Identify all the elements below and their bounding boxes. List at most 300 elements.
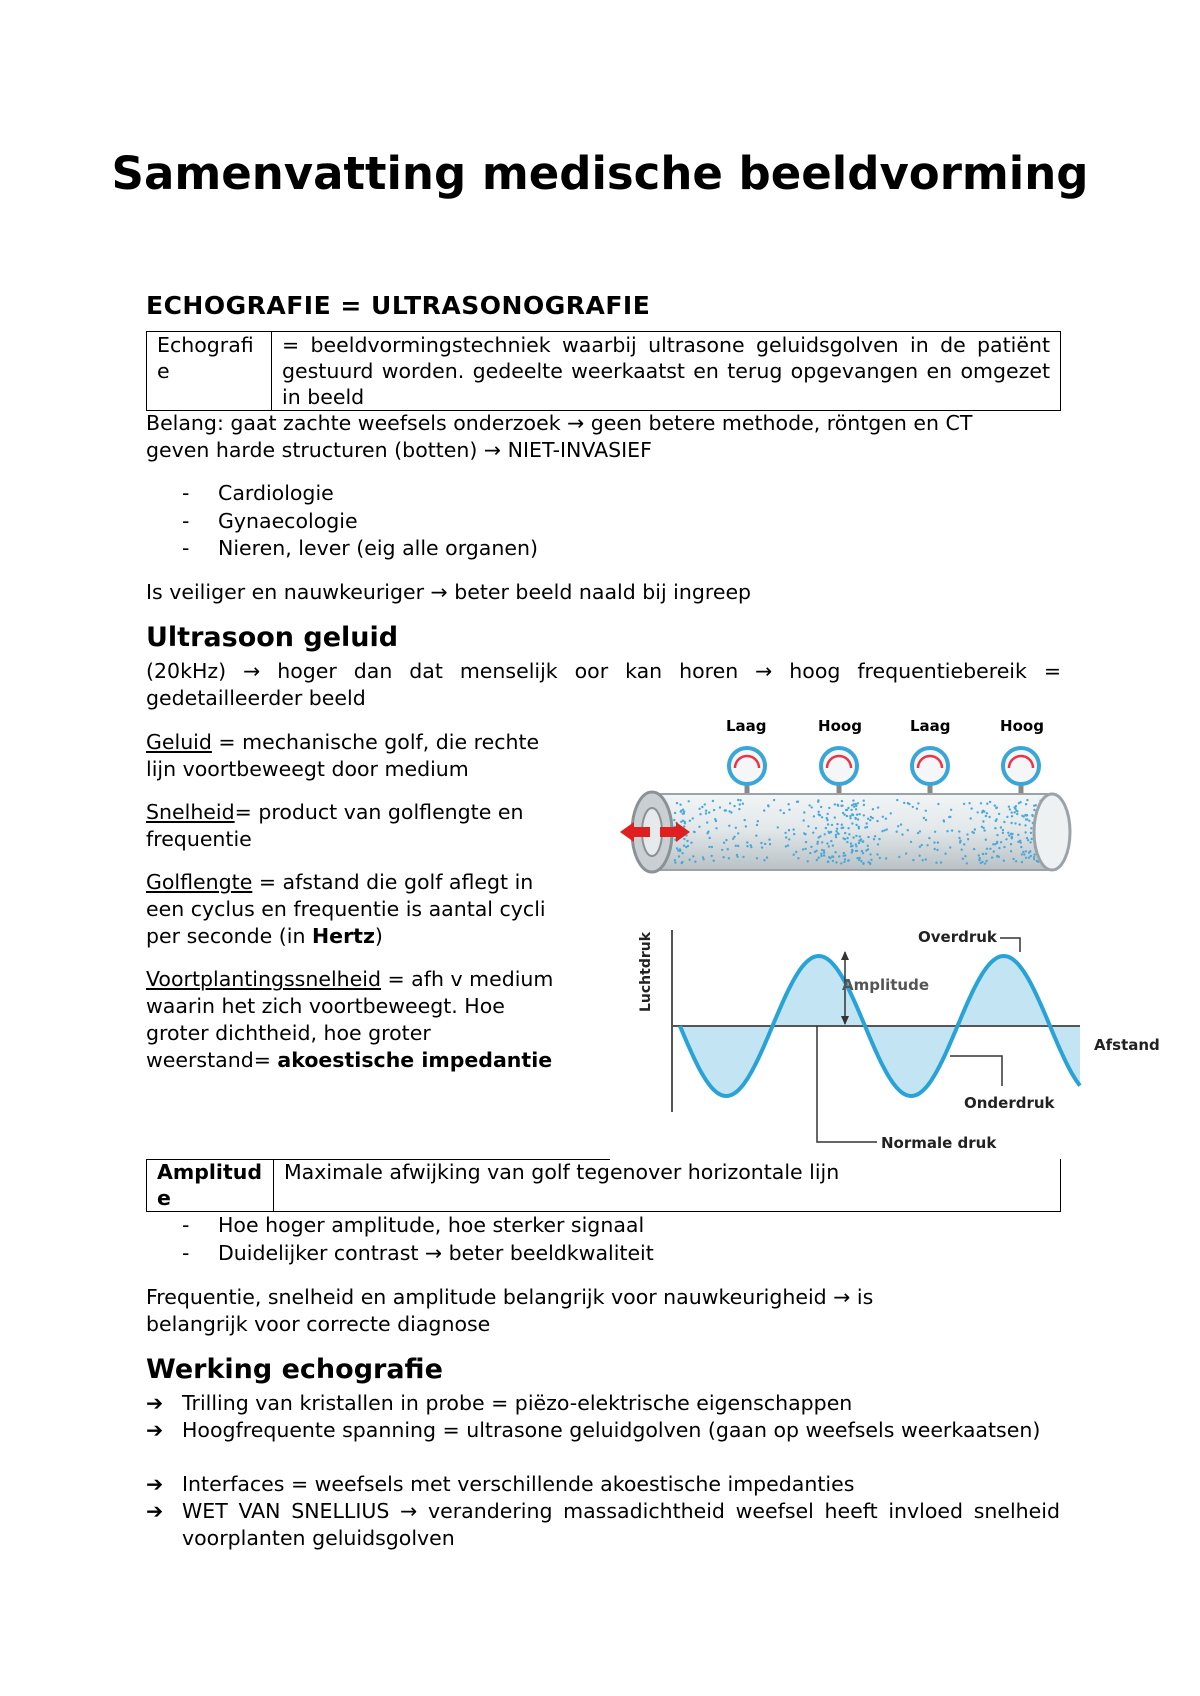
particle-dot [721, 849, 723, 851]
particle-dot [725, 809, 727, 811]
particle-dot [820, 853, 822, 855]
particle-dot [793, 833, 795, 835]
particle-dot [852, 799, 854, 801]
particle-dot [882, 816, 884, 818]
particle-dot [949, 846, 951, 848]
particle-dot [844, 838, 846, 840]
bullet-item: Hoogfrequente spanning = ultrasone geluidgolven (gaan op weefsels weerkaatsen) [182, 1418, 1041, 1442]
particle-dot [756, 824, 758, 826]
particle-dot [705, 810, 707, 812]
particle-dot [936, 849, 938, 851]
list-dash: - [182, 536, 190, 560]
particle-dot [1010, 843, 1012, 845]
particle-dot [817, 801, 819, 803]
particle-dot [994, 804, 996, 806]
particle-dot [856, 857, 858, 859]
particle-dot [739, 803, 741, 805]
particle-dot [1002, 832, 1004, 834]
particle-dot [925, 810, 927, 812]
particle-dot [689, 820, 691, 822]
particle-dot [837, 833, 839, 835]
amplitude-term: Amplitude [147, 1159, 274, 1212]
particle-dot [685, 846, 687, 848]
hertz-term: Hertz [312, 924, 375, 948]
particle-dot [828, 807, 830, 809]
definition-table-echografie [146, 331, 1061, 411]
particle-dot [848, 833, 850, 835]
particle-dot [705, 812, 707, 814]
wave-label-normale-druk: Normale druk [881, 1134, 997, 1152]
particle-dot [1025, 857, 1027, 859]
tube-label-hoog-1: Hoog [818, 717, 862, 735]
particle-dot [850, 809, 852, 811]
particle-dot [808, 804, 810, 806]
particle-dot [826, 842, 828, 844]
particle-dot [978, 859, 980, 861]
particle-dot [692, 855, 694, 857]
particle-dot [863, 814, 865, 816]
particle-dot [1011, 833, 1013, 835]
particle-dot [978, 854, 980, 856]
particle-dot [855, 818, 857, 820]
particle-dot [727, 848, 729, 850]
particle-dot [989, 848, 991, 850]
particle-dot [857, 818, 859, 820]
particle-dot [897, 825, 899, 827]
list-item: Nieren, lever (eig alle organen) [218, 536, 538, 560]
particle-dot [738, 808, 740, 810]
particle-dot [825, 827, 827, 829]
particle-dot [1010, 850, 1012, 852]
particle-dot [1000, 826, 1002, 828]
particle-dot [1027, 839, 1029, 841]
particle-dot [679, 804, 681, 806]
particle-dot [728, 857, 730, 859]
particle-dot [686, 840, 688, 842]
particle-dot [723, 842, 725, 844]
particle-dot [905, 852, 907, 854]
particle-dot [824, 833, 826, 835]
particle-dot [973, 848, 975, 850]
particle-dot [951, 829, 953, 831]
particle-dot [912, 806, 914, 808]
particle-dot [858, 842, 860, 844]
particle-dot [935, 862, 937, 864]
particle-dot [830, 840, 832, 842]
particle-dot [962, 858, 964, 860]
particle-dot [851, 849, 853, 851]
particle-dot [855, 835, 857, 837]
particle-dot [917, 832, 919, 834]
particle-dot [835, 830, 837, 832]
particle-dot [986, 848, 988, 850]
particle-dot [1010, 822, 1012, 824]
particle-dot [850, 842, 852, 844]
snelheid-definition [146, 799, 523, 826]
particle-dot [805, 841, 807, 843]
voortplanting-text: = afh v medium [380, 967, 554, 991]
particle-dot [980, 862, 982, 864]
particle-dot [818, 836, 820, 838]
particle-dot [745, 825, 747, 827]
particle-dot [934, 848, 936, 850]
particle-dot [944, 853, 946, 855]
geluid-text-2: lijn voortbeweegt door medium [146, 757, 469, 781]
particle-dot [1022, 851, 1024, 853]
particle-dot [821, 841, 823, 843]
particle-dot [835, 836, 837, 838]
particle-dot [683, 825, 685, 827]
arrow-bullet-icon: ➔ [146, 1472, 164, 1496]
particle-dot [723, 856, 725, 858]
particle-dot [973, 832, 975, 834]
particle-dot [963, 803, 965, 805]
particle-dot [874, 835, 876, 837]
particle-dot [681, 861, 683, 863]
frequentie-line-2: belangrijk voor correcte diagnose [146, 1312, 491, 1336]
particle-dot [689, 859, 691, 861]
particle-dot [983, 829, 985, 831]
particle-dot [866, 826, 868, 828]
voortplanting-text-4 [146, 1047, 552, 1074]
sound-tube-illustration [612, 712, 1102, 887]
particle-dot [1016, 810, 1018, 812]
particle-dot [737, 799, 739, 801]
particle-dot [977, 811, 979, 813]
particle-dot [985, 839, 987, 841]
particle-dot [877, 806, 879, 808]
particle-dot [855, 805, 857, 807]
particle-dot [966, 833, 968, 835]
particle-dot [674, 859, 676, 861]
voortplanting-definition [146, 966, 553, 993]
particle-dot [787, 803, 789, 805]
particle-dot [712, 800, 714, 802]
particle-dot [1019, 823, 1021, 825]
particle-dot [766, 856, 768, 858]
particle-dot [823, 852, 825, 854]
particle-dot [787, 844, 789, 846]
particle-dot [857, 802, 859, 804]
tube-label-laag-2: Laag [910, 717, 951, 735]
particle-dot [988, 816, 990, 818]
particle-dot [840, 862, 842, 864]
particle-dot [744, 819, 746, 821]
particle-dot [919, 830, 921, 832]
particle-dot [916, 808, 918, 810]
pressure-gauge-icon [729, 748, 765, 797]
particle-dot [982, 820, 984, 822]
particle-dot [974, 828, 976, 830]
list-dash: - [182, 1241, 190, 1265]
particle-dot [847, 827, 849, 829]
particle-dot [867, 836, 869, 838]
particle-dot [846, 809, 848, 811]
particle-dot [1008, 806, 1010, 808]
particle-dot [760, 842, 762, 844]
particle-dot [910, 841, 912, 843]
wave-label-afstand: Afstand [1094, 1036, 1160, 1054]
particle-dot [934, 831, 936, 833]
particle-dot [746, 841, 748, 843]
particle-dot [863, 804, 865, 806]
snelheid-term: Snelheid [146, 800, 235, 824]
particle-dot [834, 816, 836, 818]
particle-dot [912, 859, 914, 861]
particle-dot [835, 834, 837, 836]
particle-dot [814, 851, 816, 853]
golflengte-definition [146, 869, 533, 896]
snelheid-text: = product van golflengte en [234, 800, 524, 824]
golflengte-text: = afstand die golf aflegt in [252, 870, 534, 894]
particle-dot [837, 804, 839, 806]
particle-dot [1021, 861, 1023, 863]
particle-dot [993, 850, 995, 852]
particle-dot [733, 805, 735, 807]
particle-dot [1014, 822, 1016, 824]
ultrasoon-intro-line-1: (20kHz) → hoger dan dat menselijk oor kan horen → hoog frequentiebereik = [146, 659, 1061, 683]
particle-dot [921, 844, 923, 846]
particle-dot [711, 846, 713, 848]
section-heading-werking: Werking echografie [146, 1354, 443, 1385]
particle-dot [767, 804, 769, 806]
particle-dot [832, 860, 834, 862]
particle-dot [803, 819, 805, 821]
tube-label-laag-1: Laag [726, 717, 767, 735]
particle-dot [757, 820, 759, 822]
particle-dot [812, 832, 814, 834]
definition-text: = beeldvormingstechniek waarbij ultrasone geluidsgolven in de patiënt gestuurd worden. gedeelte weerkaatst en terug opgevangen en omgezet in beeld [272, 332, 1061, 411]
particle-dot [773, 799, 775, 801]
pressure-gauge-icon [821, 748, 857, 797]
particle-dot [886, 828, 888, 830]
particle-dot [873, 838, 875, 840]
particle-dot [851, 822, 853, 824]
particle-dot [852, 814, 854, 816]
particle-dot [1011, 811, 1013, 813]
particle-dot [678, 855, 680, 857]
particle-dot [998, 847, 1000, 849]
particle-dot [829, 857, 831, 859]
particle-dot [876, 820, 878, 822]
particle-dot [707, 831, 709, 833]
particle-dot [872, 817, 874, 819]
particle-dot [862, 841, 864, 843]
particle-dot [863, 800, 865, 802]
particle-dot [919, 846, 921, 848]
arrow-bullet-icon: ➔ [146, 1418, 164, 1442]
particle-dot [795, 851, 797, 853]
particle-dot [985, 860, 987, 862]
geluid-definition [146, 729, 539, 756]
particle-dot [729, 802, 731, 804]
particle-dot [1025, 814, 1027, 816]
particle-dot [813, 815, 815, 817]
particle-dot [1030, 855, 1032, 857]
particle-dot [966, 862, 968, 864]
particle-dot [841, 800, 843, 802]
particle-dot [802, 848, 804, 850]
particle-dot [821, 816, 823, 818]
particle-dot [736, 854, 738, 856]
particle-dot [690, 842, 692, 844]
particle-dot [950, 809, 952, 811]
particle-dot [922, 859, 924, 861]
particle-dot [846, 837, 848, 839]
wave-label-overdruk: Overdruk [918, 928, 997, 946]
particle-dot [735, 827, 737, 829]
particle-dot [1031, 838, 1033, 840]
voortplanting-term: Voortplantingssnelheid [146, 967, 381, 991]
particle-dot [1028, 852, 1030, 854]
particle-dot [763, 859, 765, 861]
particle-dot [698, 826, 700, 828]
particle-dot [923, 817, 925, 819]
particle-dot [817, 841, 819, 843]
bullet-item: Interfaces = weefsels met verschillende akoestische impedanties [182, 1472, 855, 1496]
particle-dot [811, 806, 813, 808]
particle-dot [925, 819, 927, 821]
particle-dot [733, 836, 735, 838]
list-dash: - [182, 1213, 190, 1237]
arrow-bullet-icon: ➔ [146, 1391, 164, 1415]
ultrasoon-intro-line-2: gedetailleerder beeld [146, 686, 366, 710]
particle-dot [842, 812, 844, 814]
definition-table-amplitude [146, 1159, 1061, 1212]
particle-dot [980, 802, 982, 804]
particle-dot [890, 812, 892, 814]
particle-dot [855, 845, 857, 847]
particle-dot [715, 827, 717, 829]
particle-dot [1030, 832, 1032, 834]
particle-dot [877, 843, 879, 845]
particle-dot [1017, 841, 1019, 843]
particle-dot [680, 821, 682, 823]
particle-dot [998, 856, 1000, 858]
arrow-bullet-icon: ➔ [146, 1499, 164, 1523]
particle-dot [1024, 824, 1026, 826]
particle-dot [856, 814, 858, 816]
particle-dot [683, 811, 685, 813]
particle-dot [1025, 818, 1027, 820]
particle-dot [858, 827, 860, 829]
wave-label-onderdruk: Onderdruk [964, 1094, 1055, 1112]
particle-dot [834, 851, 836, 853]
particle-dot [1003, 860, 1005, 862]
particle-dot [699, 813, 701, 815]
particle-dot [963, 843, 965, 845]
particle-dot [991, 856, 993, 858]
particle-dot [769, 843, 771, 845]
particle-dot [708, 846, 710, 848]
particle-dot [683, 838, 685, 840]
particle-dot [692, 817, 694, 819]
particle-dot [725, 839, 727, 841]
golflengte-text-3a: per seconde (in [146, 924, 313, 948]
tube-end [1034, 794, 1070, 870]
particle-dot [764, 843, 766, 845]
particle-dot [701, 806, 703, 808]
particle-dot [702, 856, 704, 858]
particle-dot [844, 858, 846, 860]
golflengte-text-2: een cyclus en frequentie is aantal cycli [146, 897, 546, 921]
particle-dot [788, 838, 790, 840]
particle-dot [677, 849, 679, 851]
particle-dot [1033, 856, 1035, 858]
particle-dot [711, 855, 713, 857]
particle-dot [688, 800, 690, 802]
particle-dot [867, 818, 869, 820]
particle-dot [885, 818, 887, 820]
list-item: Duidelijker contrast → beter beeldkwaliteit [218, 1241, 654, 1265]
bullet-item: Trilling van kristallen in probe = piëzo-elektrische eigenschappen [182, 1391, 853, 1415]
akoestische-impedantie-term: akoestische impedantie [277, 1048, 553, 1072]
particle-dot [985, 815, 987, 817]
particle-dot [785, 845, 787, 847]
particle-dot [810, 846, 812, 848]
particle-dot [1015, 860, 1017, 862]
veiliger-text: Is veiliger en nauwkeuriger → beter beeld naald bij ingreep [146, 580, 752, 604]
particle-dot [674, 812, 676, 814]
particle-dot [1012, 858, 1014, 860]
particle-dot [1006, 816, 1008, 818]
particle-dot [827, 861, 829, 863]
particle-dot [896, 831, 898, 833]
particle-dot [1025, 850, 1027, 852]
particle-dot [1014, 811, 1016, 813]
particle-dot [961, 849, 963, 851]
belang-line-2: geven harde structuren (botten) → NIET-INVASIEF [146, 438, 652, 462]
particle-dot [676, 847, 678, 849]
particle-dot [865, 849, 867, 851]
particle-dot [843, 861, 845, 863]
particle-dot [820, 806, 822, 808]
belang-line-1: Belang: gaat zachte weefsels onderzoek → geen betere methode, röntgen en CT [146, 411, 973, 435]
particle-dot [1005, 838, 1007, 840]
particle-dot [869, 853, 871, 855]
wave-label-amplitude: Amplitude [842, 976, 930, 994]
particle-dot [900, 823, 902, 825]
particle-dot [797, 801, 799, 803]
particle-dot [728, 825, 730, 827]
particle-dot [676, 802, 678, 804]
particle-dot [709, 837, 711, 839]
geluid-term: Geluid [146, 730, 212, 754]
particle-dot [674, 861, 676, 863]
particle-dot [948, 816, 950, 818]
definition-term: Echografie [147, 332, 272, 411]
particle-dot [849, 815, 851, 817]
particle-dot [836, 828, 838, 830]
particle-dot [1016, 813, 1018, 815]
particle-dot [933, 841, 935, 843]
particle-dot [797, 857, 799, 859]
particle-dot [755, 835, 757, 837]
tube-label-hoog-2: Hoog [1000, 717, 1044, 735]
particle-dot [1011, 815, 1013, 817]
particle-dot [737, 845, 739, 847]
particle-dot [1029, 841, 1031, 843]
list-item: Cardiologie [218, 481, 334, 505]
particle-dot [818, 811, 820, 813]
particle-dot [761, 846, 763, 848]
particle-dot [1026, 799, 1028, 801]
particle-dot [719, 806, 721, 808]
voortplanting-text-2: waarin het zich voortbeweegt. Hoe [146, 994, 505, 1018]
particle-dot [803, 811, 805, 813]
particle-dot [1017, 834, 1019, 836]
pressure-gauge-icon [912, 748, 948, 797]
